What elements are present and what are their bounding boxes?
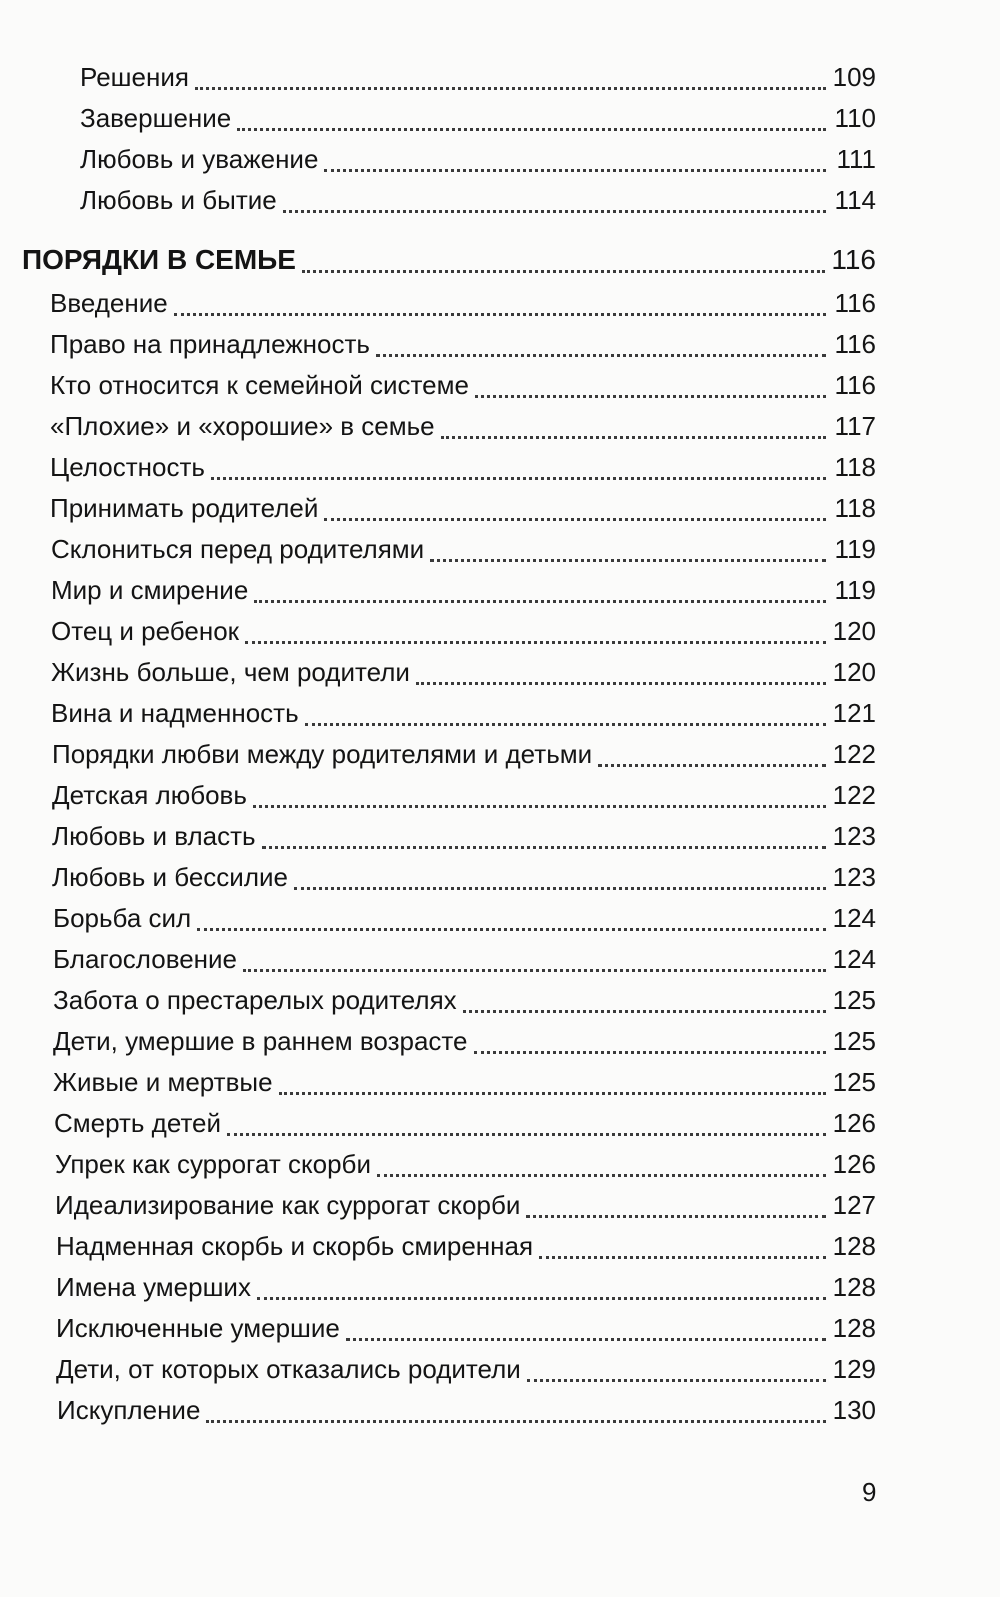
leader-dots — [237, 106, 826, 131]
toc-entry-title: «Плохие» и «хорошие» в семье — [50, 411, 435, 441]
toc-entry — [56, 1352, 876, 1386]
leader-dots — [279, 1070, 826, 1095]
leader-dots — [262, 824, 826, 849]
toc-entry-title: Жизнь больше, чем родители — [51, 657, 410, 687]
toc-entry-title: Принимать родителей — [50, 493, 319, 523]
toc-entry-title: Кто относится к семейной системе — [50, 370, 469, 400]
leader-dots — [377, 1152, 826, 1177]
leader-dots — [526, 1193, 826, 1218]
toc-entry — [51, 696, 876, 730]
toc-entry — [53, 1024, 876, 1058]
leader-dots — [227, 1111, 826, 1136]
toc-entry-title: Право на принадлежность — [50, 329, 370, 359]
toc-entry — [50, 409, 876, 443]
leader-dots — [254, 578, 826, 603]
toc-entry-page: 123 — [832, 862, 876, 892]
toc-entry-page: 126 — [832, 1149, 876, 1179]
toc-section-heading — [22, 243, 876, 277]
toc-entry — [50, 327, 876, 361]
leader-dots — [527, 1357, 826, 1382]
toc-entry-page: 122 — [832, 780, 876, 810]
toc-entry — [56, 1270, 876, 1304]
toc-entry — [51, 573, 876, 607]
toc-entry-page: 128 — [832, 1272, 876, 1302]
toc-entry — [56, 1229, 876, 1263]
leader-dots — [430, 537, 826, 562]
toc-entry — [53, 942, 876, 976]
leader-dots — [302, 248, 825, 273]
toc-entry-title: Целостность — [50, 452, 205, 482]
leader-dots — [253, 783, 826, 808]
leader-dots — [463, 988, 826, 1013]
toc-entry — [50, 368, 876, 402]
toc-entry — [55, 1188, 876, 1222]
toc-entry-page: 111 — [836, 144, 876, 174]
toc-entry-title: Любовь и власть — [52, 821, 256, 851]
toc-entry — [51, 532, 876, 566]
leader-dots — [294, 865, 826, 890]
toc-entry — [80, 183, 876, 217]
toc-entry-page: 120 — [832, 616, 876, 646]
toc-entry-title: Любовь и уважение — [80, 144, 319, 174]
toc-section-title: ПОРЯДКИ В СЕМЬЕ — [22, 244, 296, 275]
leader-dots — [475, 373, 826, 398]
leader-dots — [598, 742, 826, 767]
leader-dots — [346, 1316, 826, 1341]
toc-entry-page: 125 — [832, 1067, 876, 1097]
toc-entry-title: Упрек как суррогат скорби — [55, 1149, 371, 1179]
toc-entry-title: Забота о престарелых родителях — [53, 985, 457, 1015]
leader-dots — [206, 1398, 826, 1423]
toc-entry-title: Любовь и бессилие — [52, 862, 288, 892]
toc-entry-page: 116 — [834, 329, 876, 359]
toc-entry-title: Идеализирование как суррогат скорби — [55, 1190, 521, 1220]
toc-entry — [53, 1065, 876, 1099]
toc-entry-title: Введение — [50, 288, 168, 318]
leader-dots — [474, 1029, 827, 1054]
toc-entry — [52, 819, 876, 853]
toc-entry-title: Искупление — [57, 1395, 201, 1425]
toc-entry-title: Смерть детей — [54, 1108, 222, 1138]
toc-entry-page: 116 — [834, 288, 876, 318]
toc-entry-page: 116 — [834, 370, 876, 400]
toc-section-page: 116 — [831, 244, 876, 275]
toc-entry-title: Решения — [80, 62, 189, 92]
toc-entry-page: 126 — [832, 1108, 876, 1138]
leader-dots — [539, 1234, 826, 1259]
toc-entry — [51, 655, 876, 689]
toc-entry-page: 119 — [834, 575, 876, 605]
toc-entry-title: Любовь и бытие — [80, 185, 277, 215]
leader-dots — [245, 619, 826, 644]
toc-entry-page: 123 — [832, 821, 876, 851]
toc-entry-page: 117 — [834, 411, 876, 441]
leader-dots — [305, 701, 826, 726]
toc-entry-title: Благословение — [53, 944, 238, 974]
toc-entry-page: 128 — [832, 1231, 876, 1261]
toc-entry-page: 127 — [832, 1190, 876, 1220]
toc-entry-title: Порядки любви между родителями и детьми — [52, 739, 593, 769]
toc-entry — [52, 737, 876, 771]
toc-entry — [50, 491, 876, 525]
leader-dots — [257, 1275, 826, 1300]
toc-entry-page: 130 — [832, 1395, 876, 1425]
toc-entry — [51, 614, 876, 648]
toc-entry-title: Отец и ребенок — [51, 616, 240, 646]
toc-entry — [53, 901, 876, 935]
toc-entry-page: 119 — [834, 534, 876, 564]
toc-entry — [56, 1311, 876, 1345]
toc-entry-page: 114 — [834, 185, 876, 215]
leader-dots — [195, 65, 826, 90]
toc-entry-page: 125 — [832, 985, 876, 1015]
leader-dots — [211, 455, 826, 480]
leader-dots — [243, 947, 826, 972]
toc-entry-page: 110 — [834, 103, 876, 133]
toc-entry — [50, 450, 876, 484]
leader-dots — [197, 906, 826, 931]
toc-entry-page: 121 — [832, 698, 876, 728]
toc-entry-title: Исключенные умершие — [56, 1313, 340, 1343]
toc-entry-title: Склониться перед родителями — [51, 534, 425, 564]
toc-entry-title: Борьба сил — [53, 903, 192, 933]
toc-entry-page: 120 — [832, 657, 876, 687]
toc-entry — [55, 1147, 876, 1181]
leader-dots — [324, 147, 826, 172]
page-number: 9 — [862, 1477, 877, 1507]
toc-entry-title: Живые и мертвые — [53, 1067, 273, 1097]
toc-entry — [52, 860, 876, 894]
toc-entry-title: Дети, от которых отказались родители — [56, 1354, 521, 1384]
toc-entry-page: 124 — [832, 903, 876, 933]
leader-dots — [283, 188, 826, 213]
toc-entry — [50, 286, 876, 320]
toc-entry — [52, 778, 876, 812]
leader-dots — [441, 414, 826, 439]
leader-dots — [376, 332, 826, 357]
toc-entry-title: Завершение — [80, 103, 232, 133]
leader-dots — [324, 496, 826, 521]
toc-entry-title: Вина и надменность — [51, 698, 299, 728]
toc-entry-page: 122 — [832, 739, 876, 769]
toc-entry-page: 118 — [834, 452, 876, 482]
toc-entry — [53, 983, 876, 1017]
toc-entry-title: Надменная скорбь и скорбь смиренная — [56, 1231, 534, 1261]
toc-entry-title: Мир и смирение — [51, 575, 249, 605]
toc-entry-title: Детская любовь — [52, 780, 247, 810]
toc-entry-page: 109 — [832, 62, 876, 92]
toc-entry-page: 128 — [832, 1313, 876, 1343]
toc-entry-title: Дети, умершие в раннем возрасте — [53, 1026, 468, 1056]
toc-entry — [57, 1393, 876, 1427]
toc-entry-title: Имена умерших — [56, 1272, 251, 1302]
toc-entry — [80, 60, 876, 94]
leader-dots — [416, 660, 826, 685]
toc-entry-page: 129 — [832, 1354, 876, 1384]
toc-entry — [80, 101, 876, 135]
toc-entry-page: 125 — [832, 1026, 876, 1056]
toc-entry-page: 118 — [834, 493, 876, 523]
toc-entry-page: 124 — [832, 944, 876, 974]
leader-dots — [174, 291, 826, 316]
toc-entry — [54, 1106, 876, 1140]
toc-entry — [80, 142, 876, 176]
